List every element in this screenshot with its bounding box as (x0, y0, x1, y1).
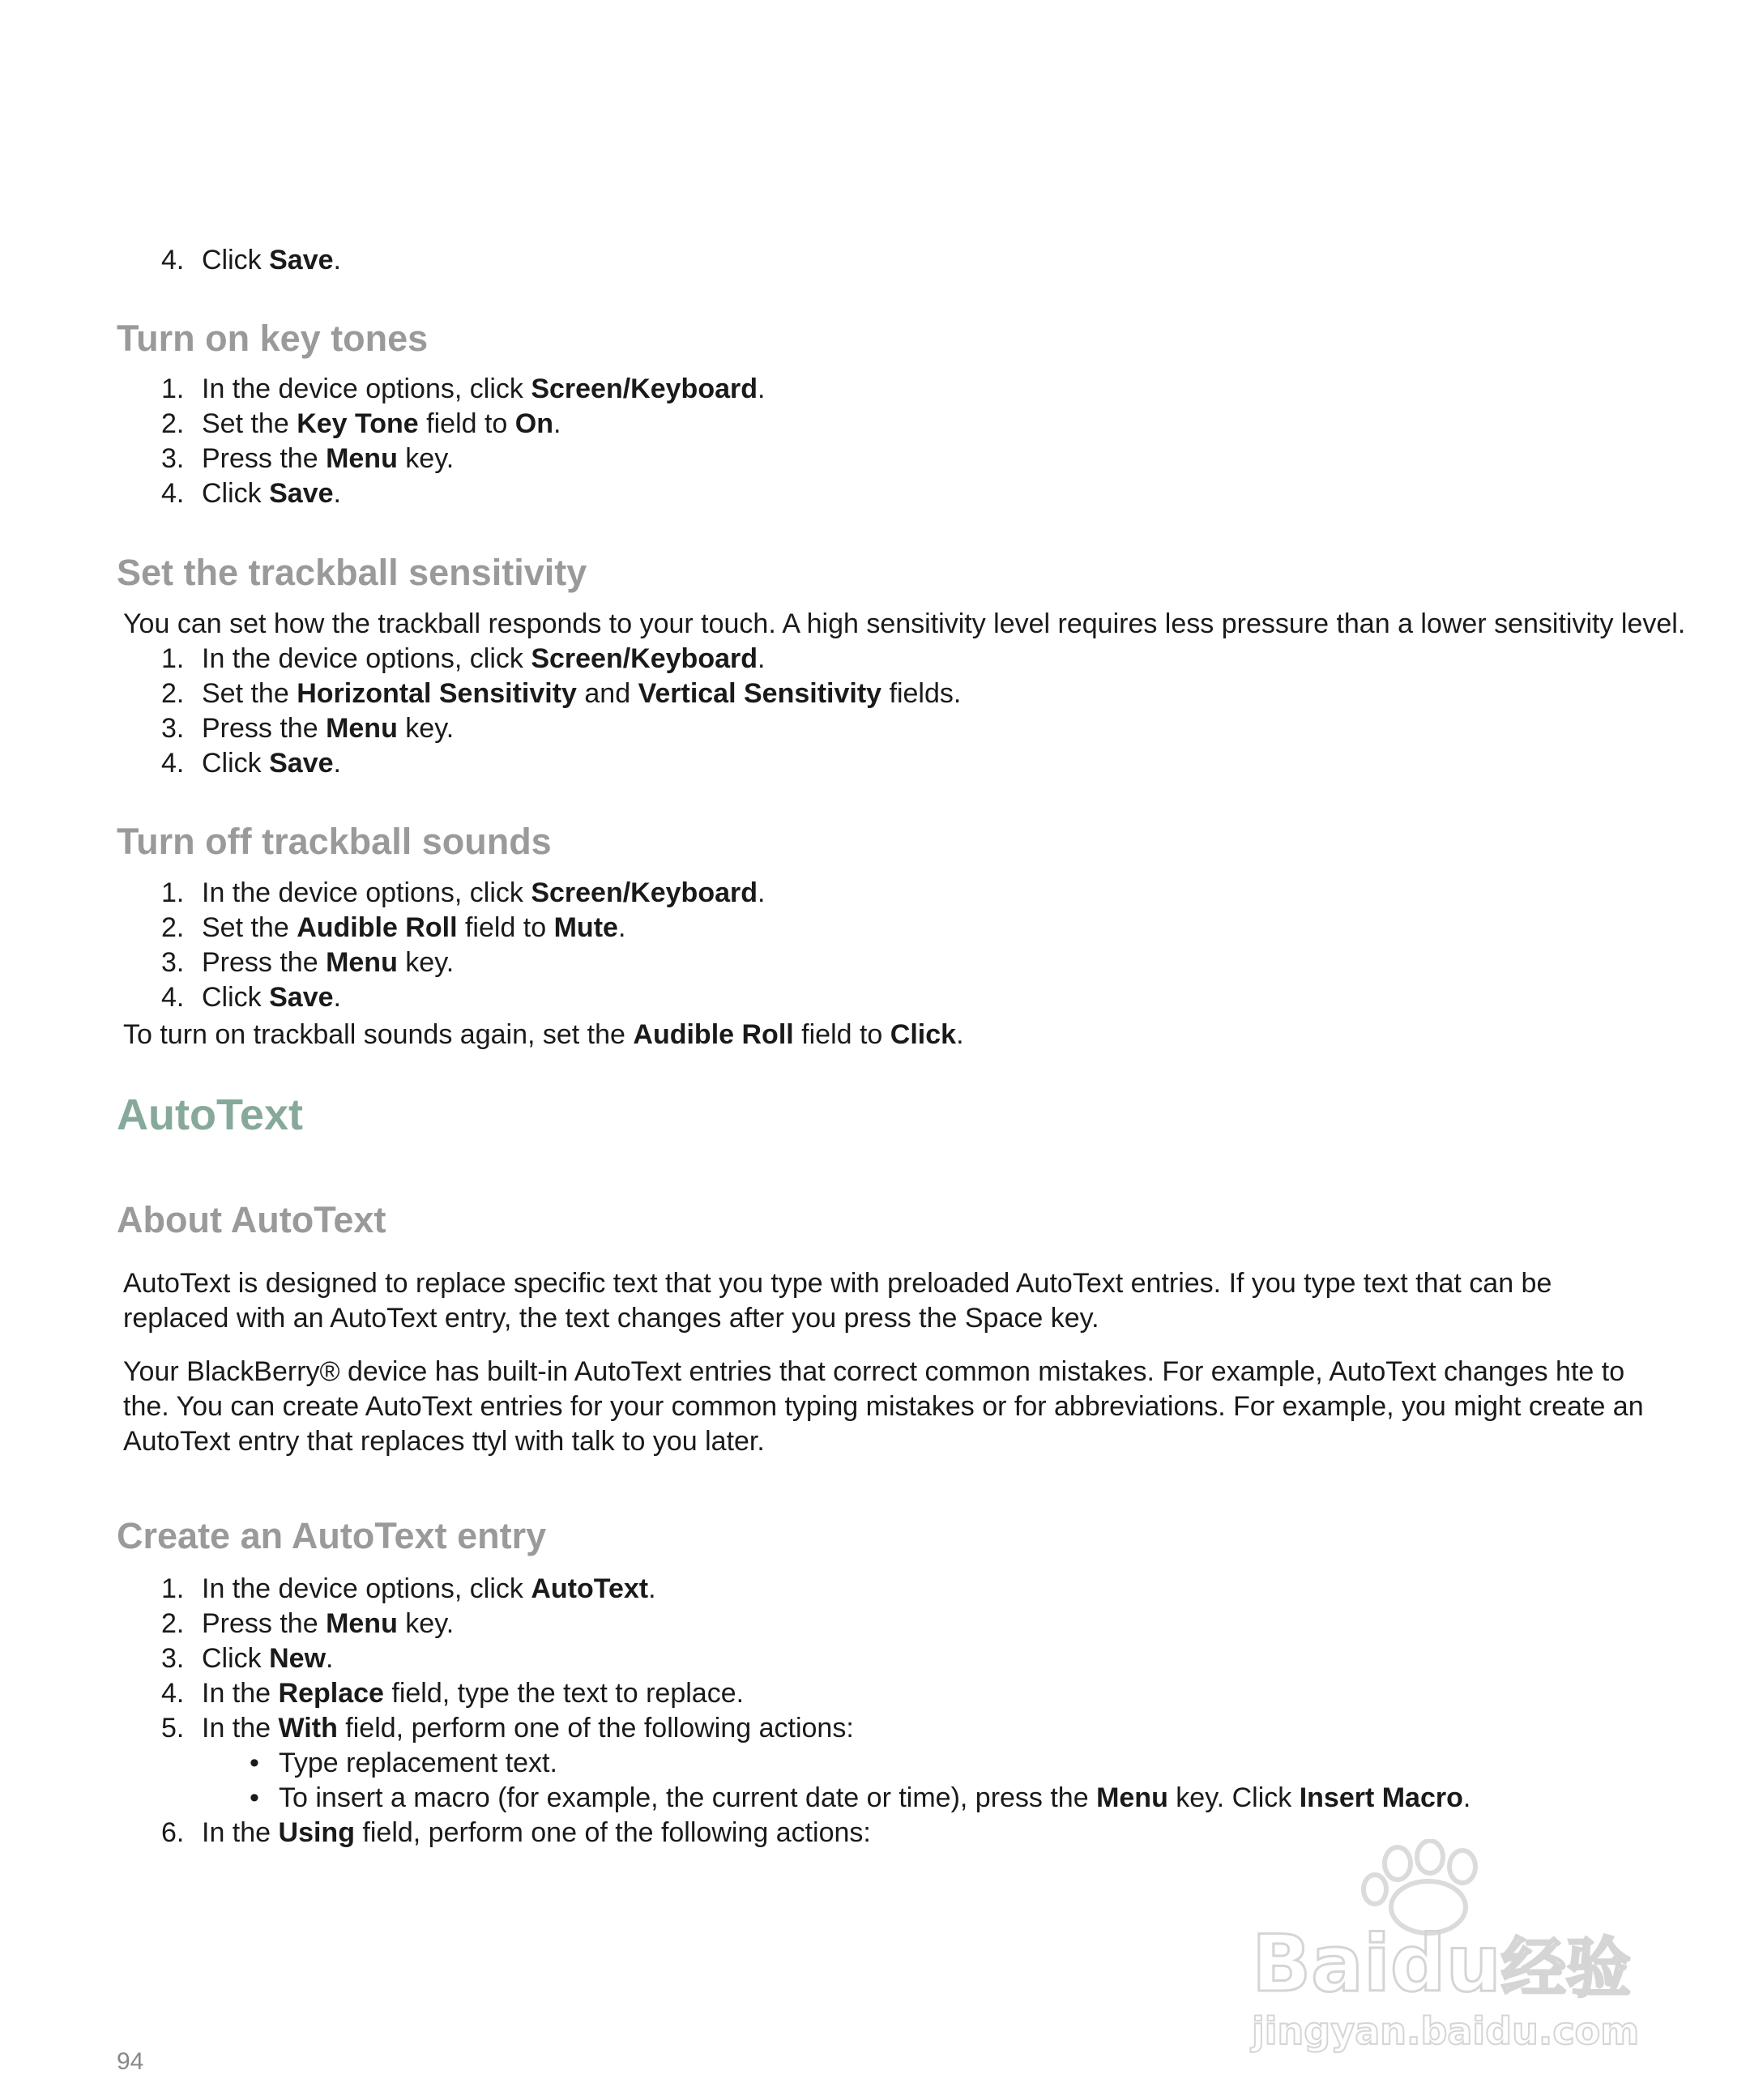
list-item (0, 407, 1750, 442)
step-number: 4. (161, 245, 185, 275)
trackball-sounds-steps (0, 876, 1750, 1015)
step-text: In the device options, click Screen/Keyboard. (202, 877, 766, 908)
list-item (0, 711, 1750, 746)
list-item (0, 442, 1750, 476)
section-heading-key-tones: Turn on key tones (117, 318, 429, 359)
list-item (0, 677, 1750, 711)
list-item (0, 372, 1750, 407)
list-item (0, 945, 1750, 980)
chapter-heading-autotext: AutoText (117, 1091, 303, 1139)
about-autotext-paragraph-2: Your BlackBerry® device has built-in AutoText entries that correct common mistakes. For example, AutoText changes hte to the. You can create AutoText entries for your common typing mistakes or for abbreviations. For example, you might create an AutoText entry that replaces ttyl with talk to you later. (123, 1356, 1644, 1457)
step-text: In the device options, click Screen/Keyboard. (202, 643, 766, 674)
trackball-sensitivity-intro: You can set how the trackball responds to your touch. A high sensitivity level requires less pressure than a lower sensitivity level. (123, 608, 1686, 639)
watermark-url: jingyan.baidu.com (1252, 2009, 1640, 2053)
step-text: Click Save. (202, 478, 341, 509)
list-item (0, 876, 1750, 911)
watermark-brand: Baidu经验 (1252, 1919, 1631, 2009)
step-number: 1. (161, 373, 185, 404)
step-text: Click Save. (202, 982, 341, 1013)
step-number: 4. (161, 748, 185, 779)
step-text: Click Save. (202, 245, 341, 275)
step-text: In the device options, click Screen/Keyboard. (202, 373, 766, 404)
trackball-sounds-outro: To turn on trackball sounds again, set the Audible Roll field to Click. (123, 1019, 964, 1050)
list-item (0, 476, 1750, 511)
trackball-sensitivity-steps (0, 642, 1750, 781)
continued-steps-list (0, 243, 1750, 278)
list-item (0, 1781, 1750, 1816)
list-item (0, 911, 1750, 945)
step-text: Set the Key Tone field to On. (202, 408, 561, 439)
list-item (0, 642, 1750, 677)
step-text: Press the Menu key. (202, 443, 455, 474)
step-number: 4. (161, 982, 185, 1013)
list-item (0, 1676, 1750, 1711)
step-number: 3. (161, 1643, 185, 1674)
bullet-icon: • (250, 1782, 259, 1813)
step-text: Click Save. (202, 748, 341, 779)
step-number: 3. (161, 443, 185, 474)
create-autotext-steps (0, 1572, 1750, 1746)
step-text: Press the Menu key. (202, 1608, 455, 1639)
step-text: In the Using field, perform one of the following actions: (202, 1817, 871, 1848)
section-heading-create-autotext: Create an AutoText entry (117, 1515, 547, 1556)
step-number: 6. (161, 1817, 185, 1848)
bullet-icon: • (250, 1748, 259, 1778)
step-number: 3. (161, 713, 185, 744)
about-autotext-paragraph-1: AutoText is designed to replace specific text that you type with preloaded AutoText entries. If you type text that can be replaced with an AutoText entry, the text changes after you press the Space key. (123, 1268, 1552, 1334)
list-item (0, 746, 1750, 781)
list-item (0, 1572, 1750, 1607)
step-text: Press the Menu key. (202, 947, 455, 978)
step-number: 1. (161, 877, 185, 908)
step-number: 1. (161, 643, 185, 674)
list-item (0, 1607, 1750, 1641)
step-number: 4. (161, 1678, 185, 1709)
step-text: Set the Audible Roll field to Mute. (202, 912, 626, 943)
with-field-options (0, 1746, 1750, 1816)
bullet-text: To insert a macro (for example, the current date or time), press the Menu key. Click Insert Macro. (279, 1782, 1471, 1813)
step-number: 4. (161, 478, 185, 509)
list-item (0, 1711, 1750, 1746)
list-item (0, 243, 1750, 278)
baidu-watermark (1244, 1839, 1665, 2053)
section-heading-trackball-sensitivity: Set the trackball sensitivity (117, 552, 587, 593)
step-text: In the With field, perform one of the following actions: (202, 1713, 854, 1744)
step-number: 2. (161, 678, 185, 709)
list-item (0, 980, 1750, 1015)
bullet-text: Type replacement text. (279, 1748, 557, 1778)
section-heading-trackball-sounds: Turn off trackball sounds (117, 821, 552, 862)
step-number: 2. (161, 1608, 185, 1639)
step-text: In the device options, click AutoText. (202, 1573, 656, 1604)
step-text: Press the Menu key. (202, 713, 455, 744)
section-heading-about-autotext: About AutoText (117, 1199, 386, 1240)
step-text: In the Replace field, type the text to replace. (202, 1678, 745, 1709)
step-number: 3. (161, 947, 185, 978)
step-number: 2. (161, 912, 185, 943)
step-number: 5. (161, 1713, 185, 1744)
list-item (0, 1641, 1750, 1676)
step-text: Set the Horizontal Sensitivity and Vertical Sensitivity fields. (202, 678, 962, 709)
step-number: 2. (161, 408, 185, 439)
step-number: 1. (161, 1573, 185, 1604)
step-text: Click New. (202, 1643, 334, 1674)
key-tones-steps (0, 372, 1750, 511)
list-item (0, 1746, 1750, 1781)
page-number: 94 (117, 2048, 144, 2075)
